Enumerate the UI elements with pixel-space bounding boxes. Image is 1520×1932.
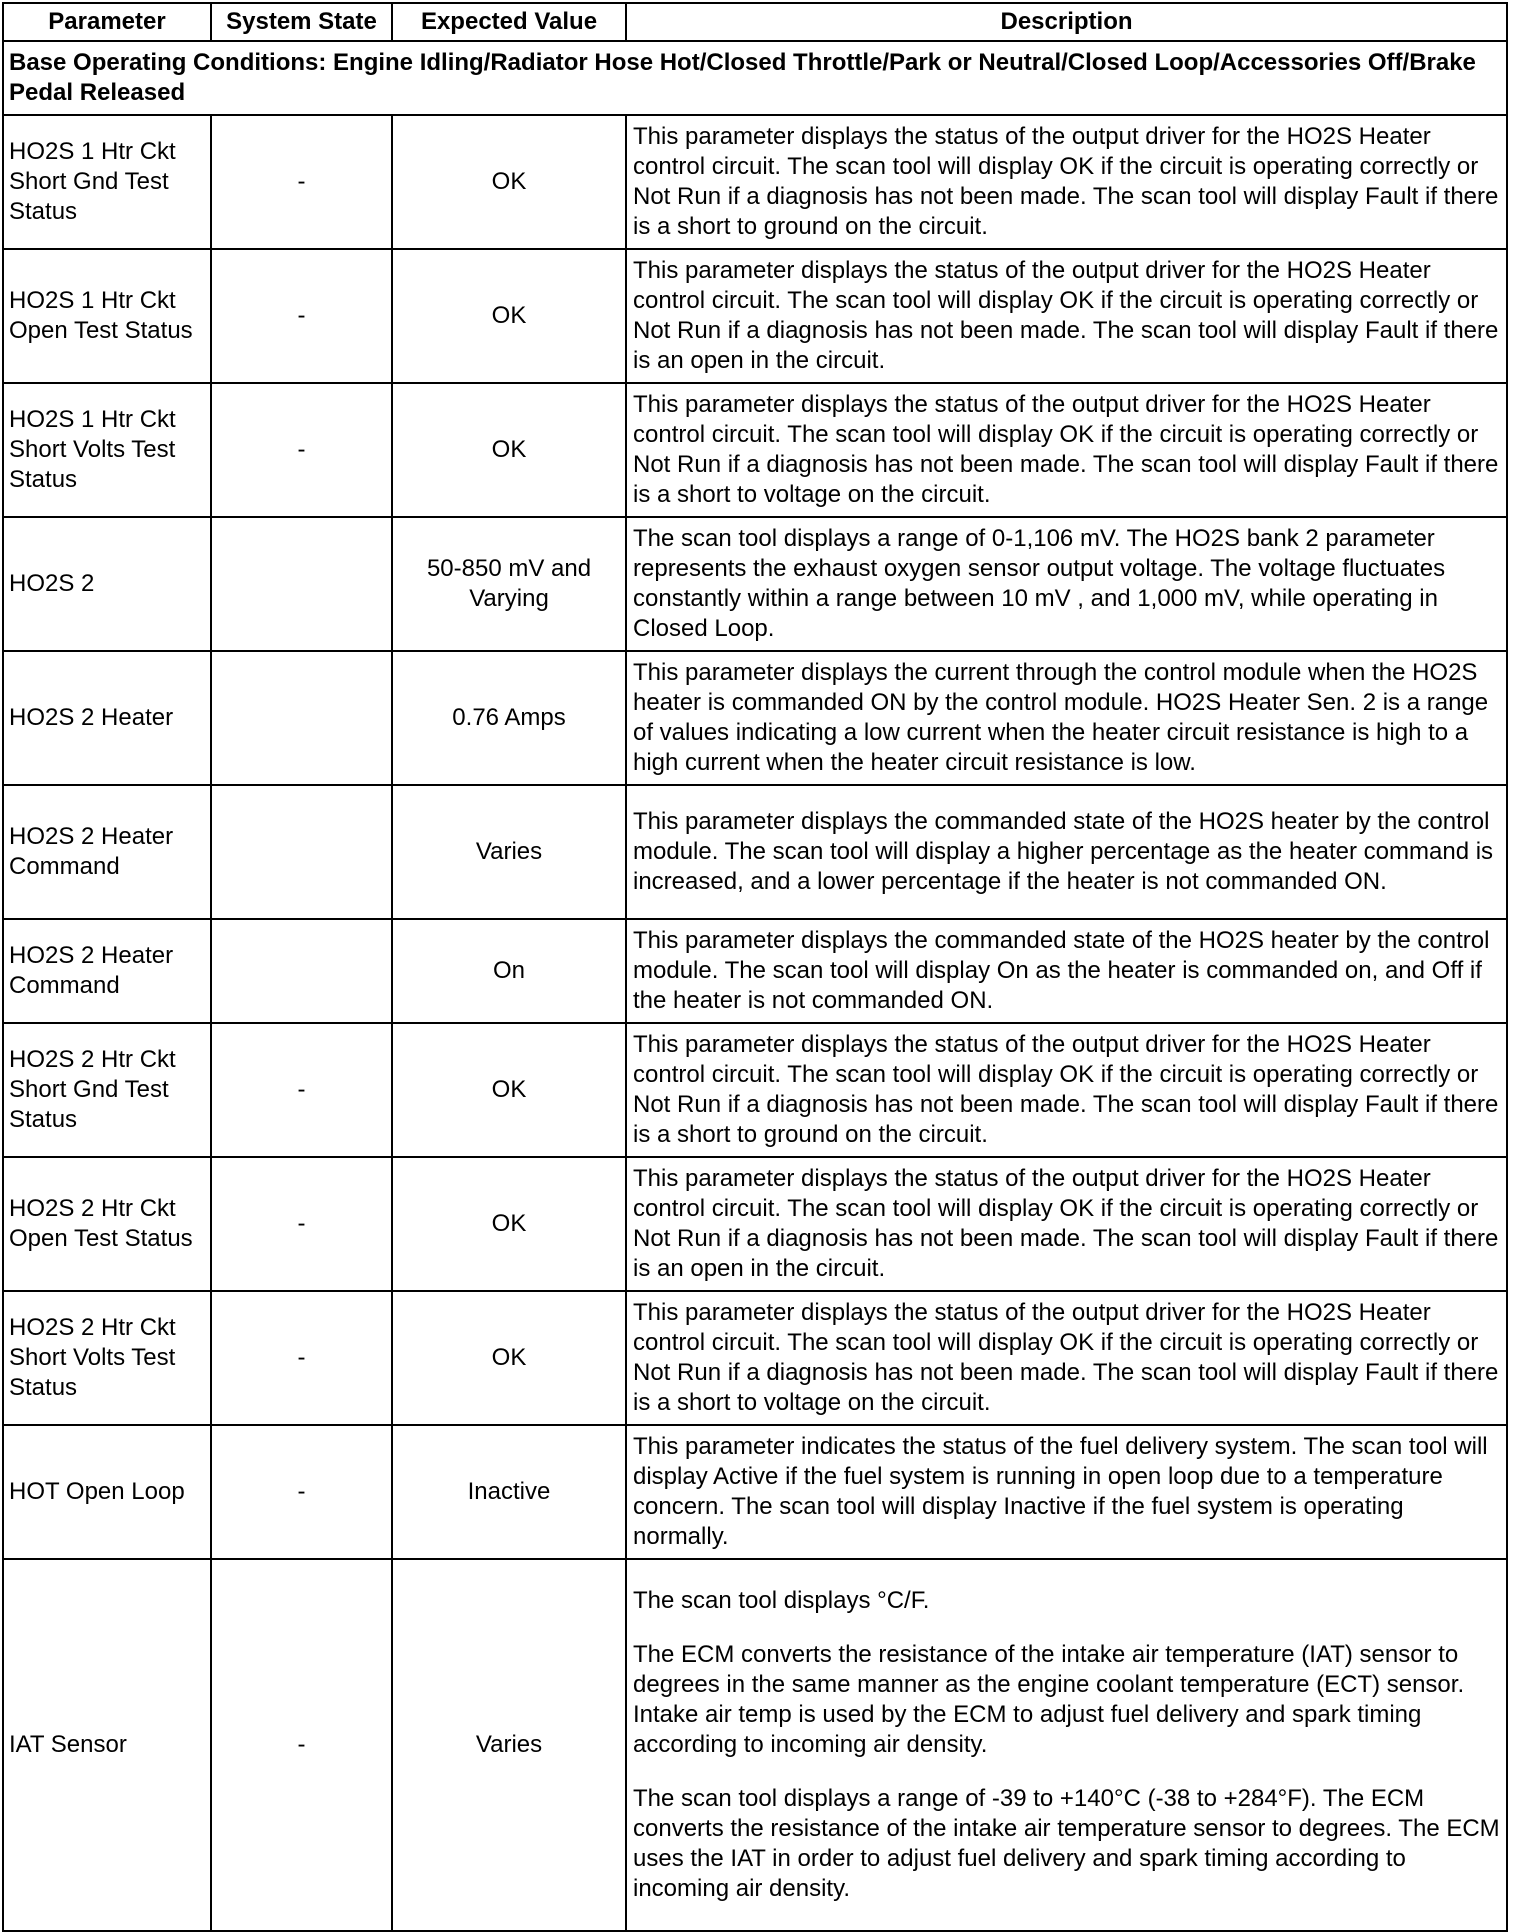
expected-value-cell: On	[392, 919, 626, 1023]
table-row	[3, 115, 1507, 249]
expected-value-cell: Varies	[392, 785, 626, 919]
expected-value-cell: OK	[392, 115, 626, 249]
description-cell: This parameter displays the status of the output driver for the HO2S Heater control circuit. The scan tool will display OK if the circuit is operating correctly or Not Run if a diagnosis has not been made. The scan tool will display Fault if there is a short to ground on the circuit.	[626, 115, 1507, 249]
parameter-cell: HO2S 2	[3, 517, 211, 651]
header-expected-value: Expected Value	[392, 3, 626, 41]
system-state-cell	[211, 517, 392, 651]
description-cell: This parameter displays the commanded state of the HO2S heater by the control module. The scan tool will display a higher percentage as the heater command is increased, and a lower percentage if the heater is not commanded ON.	[626, 785, 1507, 919]
system-state-cell: -	[211, 1425, 392, 1559]
expected-value-cell: OK	[392, 1291, 626, 1425]
system-state-cell: -	[211, 1291, 392, 1425]
table-row-iat-sensor	[3, 1559, 1507, 1931]
system-state-cell: -	[211, 383, 392, 517]
parameter-cell: HO2S 2 Heater Command	[3, 785, 211, 919]
description-cell: This parameter displays the status of the output driver for the HO2S Heater control circuit. The scan tool will display OK if the circuit is operating correctly or Not Run if a diagnosis has not been made. The scan tool will display Fault if there is a short to ground on the circuit.	[626, 1023, 1507, 1157]
table-row	[3, 785, 1507, 919]
expected-value-cell: OK	[392, 1157, 626, 1291]
parameter-cell: HO2S 1 Htr Ckt Short Volts Test Status	[3, 383, 211, 517]
system-state-cell	[211, 651, 392, 785]
expected-value-cell: Inactive	[392, 1425, 626, 1559]
description-paragraph: The scan tool displays °C/F.	[633, 1587, 930, 1614]
description-cell: This parameter displays the status of the output driver for the HO2S Heater control circuit. The scan tool will display OK if the circuit is operating correctly or Not Run if a diagnosis has not been made. The scan tool will display Fault if there is an open in the circuit.	[626, 1157, 1507, 1291]
parameter-cell: HO2S 2 Heater Command	[3, 919, 211, 1023]
parameter-cell: HO2S 1 Htr Ckt Open Test Status	[3, 249, 211, 383]
description-paragraph: The scan tool displays a range of -39 to +140°C (-38 to +284°F). The ECM converts the resistance of the intake air temperature sensor to degrees. The ECM uses the IAT in order to adjust fuel delivery and spark timing according to incoming air density.	[633, 1785, 1500, 1902]
expected-value-cell: 0.76 Amps	[392, 651, 626, 785]
parameter-cell: IAT Sensor	[3, 1559, 211, 1931]
table-row	[3, 919, 1507, 1023]
description-cell	[626, 1559, 1507, 1931]
table-row	[3, 1291, 1507, 1425]
table-row	[3, 1023, 1507, 1157]
table-row	[3, 517, 1507, 651]
expected-value-cell: OK	[392, 383, 626, 517]
description-cell: The scan tool displays a range of 0-1,106 mV. The HO2S bank 2 parameter represents the exhaust oxygen sensor output voltage. The voltage fluctuates constantly within a range between 10 mV , and 1,000 mV, while operating in Closed Loop.	[626, 517, 1507, 651]
parameter-table-page	[2, 2, 1506, 1932]
description-cell: This parameter displays the commanded state of the HO2S heater by the control module. The scan tool will display On as the heater is commanded on, and Off if the heater is not commanded ON.	[626, 919, 1507, 1023]
parameter-cell: HO2S 1 Htr Ckt Short Gnd Test Status	[3, 115, 211, 249]
table-row	[3, 1425, 1507, 1559]
description-cell: This parameter indicates the status of the fuel delivery system. The scan tool will display Active if the fuel system is running in open loop due to a temperature concern. The scan tool will display Inactive if the fuel system is operating normally.	[626, 1425, 1507, 1559]
base-operating-conditions: Base Operating Conditions: Engine Idling/Radiator Hose Hot/Closed Throttle/Park or Neutral/Closed Loop/Accessories Off/Brake Pedal Released	[3, 41, 1507, 115]
system-state-cell: -	[211, 1559, 392, 1931]
system-state-cell	[211, 785, 392, 919]
base-operating-conditions-row	[3, 41, 1507, 115]
expected-value-cell: OK	[392, 249, 626, 383]
parameter-cell: HO2S 2 Htr Ckt Short Volts Test Status	[3, 1291, 211, 1425]
system-state-cell: -	[211, 1023, 392, 1157]
table-header-row	[3, 3, 1507, 41]
header-parameter: Parameter	[3, 3, 211, 41]
description-cell: This parameter displays the status of the output driver for the HO2S Heater control circuit. The scan tool will display OK if the circuit is operating correctly or Not Run if a diagnosis has not been made. The scan tool will display Fault if there is a short to voltage on the circuit.	[626, 1291, 1507, 1425]
header-system-state: System State	[211, 3, 392, 41]
description-cell: This parameter displays the current through the control module when the HO2S heater is commanded ON by the control module. HO2S Heater Sen. 2 is a range of values indicating a low current when the heater circuit resistance is high to a high current when the heater circuit resistance is low.	[626, 651, 1507, 785]
parameter-cell: HOT Open Loop	[3, 1425, 211, 1559]
expected-value-cell: Varies	[392, 1559, 626, 1931]
system-state-cell: -	[211, 249, 392, 383]
header-description: Description	[626, 3, 1507, 41]
table-row	[3, 651, 1507, 785]
description-paragraph: The ECM converts the resistance of the intake air temperature (IAT) sensor to degrees in the same manner as the engine coolant temperature (ECT) sensor. Intake air temp is used by the ECM to adjust fuel delivery and spark timing according to incoming air density.	[633, 1641, 1465, 1758]
system-state-cell: -	[211, 1157, 392, 1291]
parameter-cell: HO2S 2 Heater	[3, 651, 211, 785]
table-row	[3, 383, 1507, 517]
table-row	[3, 249, 1507, 383]
system-state-cell	[211, 919, 392, 1023]
system-state-cell: -	[211, 115, 392, 249]
parameter-cell: HO2S 2 Htr Ckt Open Test Status	[3, 1157, 211, 1291]
parameter-cell: HO2S 2 Htr Ckt Short Gnd Test Status	[3, 1023, 211, 1157]
expected-value-cell: OK	[392, 1023, 626, 1157]
expected-value-cell: 50-850 mV and Varying	[392, 517, 626, 651]
table-row	[3, 1157, 1507, 1291]
scan-tool-data-table	[2, 2, 1508, 1932]
description-cell: This parameter displays the status of the output driver for the HO2S Heater control circuit. The scan tool will display OK if the circuit is operating correctly or Not Run if a diagnosis has not been made. The scan tool will display Fault if there is a short to voltage on the circuit.	[626, 383, 1507, 517]
description-cell: This parameter displays the status of the output driver for the HO2S Heater control circuit. The scan tool will display OK if the circuit is operating correctly or Not Run if a diagnosis has not been made. The scan tool will display Fault if there is an open in the circuit.	[626, 249, 1507, 383]
